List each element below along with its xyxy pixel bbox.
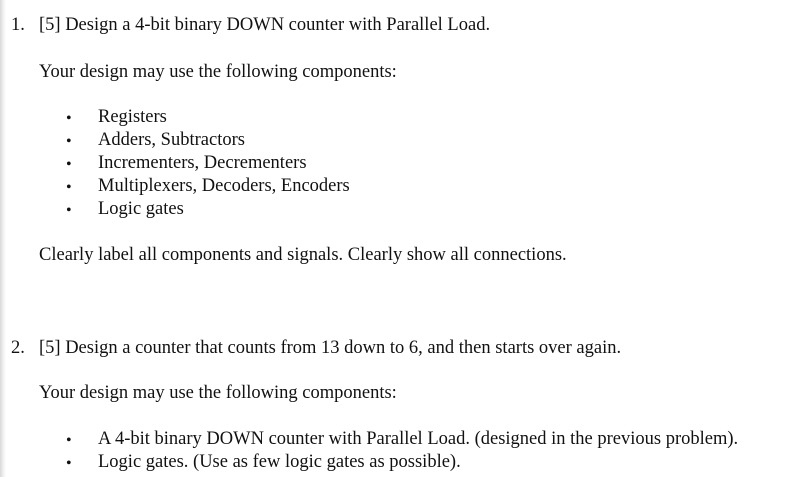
problem-2-heading: [5] Design a counter that counts from 13 down to 6, and then starts over again. <box>39 338 622 358</box>
problem-1-item-4: Multiplexers, Decoders, Encoders <box>98 176 350 196</box>
bullet-icon: • <box>66 202 72 219</box>
problem-1-item-2: Adders, Subtractors <box>98 130 245 150</box>
problem-1-heading: [5] Design a 4-bit binary DOWN counter with Parallel Load. <box>39 15 491 35</box>
problem-2-item-2: Logic gates. (Use as few logic gates as possible). <box>98 452 461 472</box>
problem-1-item-3: Incrementers, Decrementers <box>98 153 307 173</box>
problem-1-item-1: Registers <box>98 107 167 127</box>
bullet-icon: • <box>66 432 72 449</box>
problem-1-intro: Your design may use the following components: <box>39 62 397 82</box>
problem-2-intro: Your design may use the following components: <box>39 383 397 403</box>
bullet-icon: • <box>66 110 72 127</box>
problem-1-item-5: Logic gates <box>98 199 184 219</box>
problem-2-number: 2. <box>11 338 25 358</box>
bullet-icon: • <box>66 455 72 472</box>
problem-1-note: Clearly label all components and signals. Clearly show all connections. <box>39 245 567 265</box>
bullet-icon: • <box>66 156 72 173</box>
page-edge-shadow <box>0 0 6 477</box>
problem-1-number: 1. <box>11 15 25 35</box>
bullet-icon: • <box>66 133 72 150</box>
problem-2-item-1: A 4-bit binary DOWN counter with Parallel Load. (designed in the previous problem). <box>98 429 739 449</box>
bullet-icon: • <box>66 179 72 196</box>
